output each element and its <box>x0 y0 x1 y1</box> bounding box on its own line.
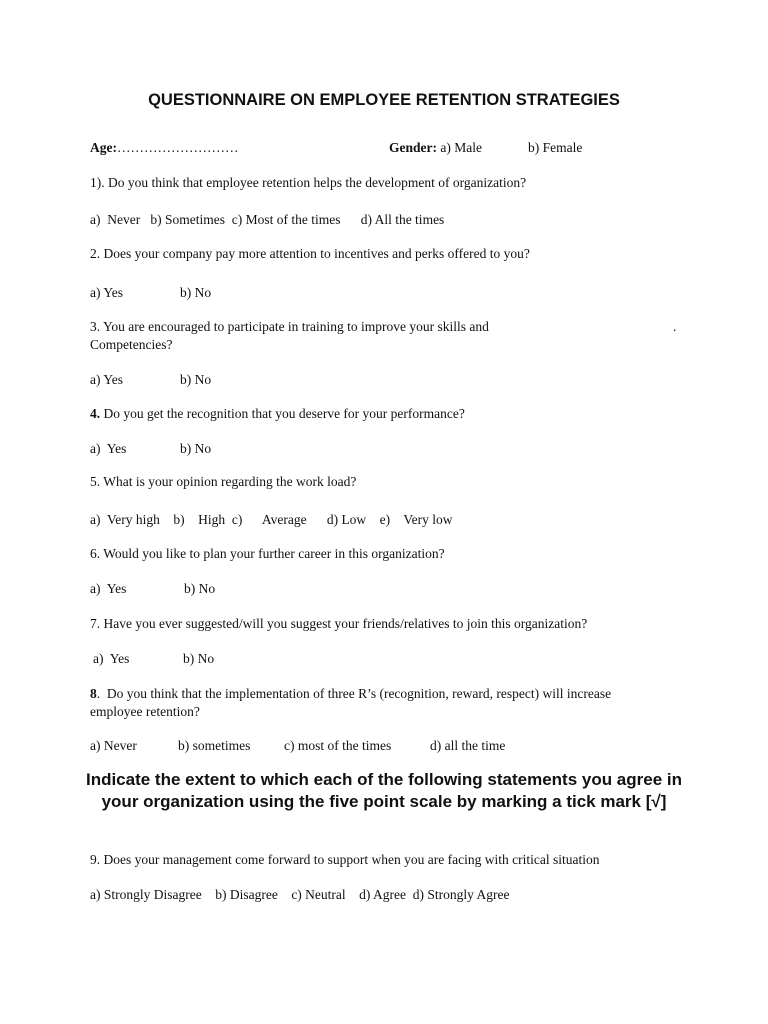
question-3-option-b: b) No <box>180 372 212 387</box>
page-title: QUESTIONNAIRE ON EMPLOYEE RETENTION STRATEGIES <box>148 91 620 109</box>
age-blank: ……………………… <box>117 140 239 155</box>
question-3-line-1: 3. You are encouraged to participate in training to improve your skills and <box>90 319 489 334</box>
question-4-option-a: a) Yes <box>90 441 127 456</box>
question-2-option-b: b) No <box>180 285 212 300</box>
question-5-options: a) Very high b) High c) Average d) Low e) Very low <box>90 512 453 527</box>
question-8-option-c: c) most of the times <box>284 738 392 753</box>
gender-field <box>389 140 482 156</box>
question-4-option-b: b) No <box>180 441 212 456</box>
question-8-option-d: d) all the time <box>430 738 506 753</box>
question-7-option-b: b) No <box>183 651 215 666</box>
question-8 <box>90 686 611 702</box>
question-1-options: a) Never b) Sometimes c) Most of the times d) All the times <box>90 212 445 227</box>
question-3-line-2: Competencies? <box>90 337 173 352</box>
question-9-options: a) Strongly Disagree b) Disagree c) Neutral d) Agree d) Strongly Agree <box>90 887 510 902</box>
question-1: 1). Do you think that employee retention helps the development of organization? <box>90 175 527 190</box>
gender-option-female: b) Female <box>528 140 583 155</box>
question-6: 6. Would you like to plan your further career in this organization? <box>90 546 445 561</box>
age-label: Age: <box>90 140 117 155</box>
question-7-option-a: a) Yes <box>93 651 130 666</box>
question-8-number: 8 <box>90 686 97 701</box>
question-8-option-a: a) Never <box>90 738 137 753</box>
question-3-dot: . <box>673 319 677 334</box>
age-field <box>90 140 239 156</box>
question-4 <box>90 406 465 422</box>
gender-label: Gender: <box>389 140 437 155</box>
question-6-option-a: a) Yes <box>90 581 127 596</box>
question-8-text: . Do you think that the implementation of three R’s (recognition, reward, respect) will increase <box>96 686 612 701</box>
question-5: 5. What is your opinion regarding the work load? <box>90 474 357 489</box>
question-6-option-b: b) No <box>184 581 216 596</box>
question-4-text: Do you get the recognition that you deserve for your performance? <box>100 406 465 421</box>
scale-instructions-heading: Indicate the extent to which each of the following statements you agree in your organization using the five point scale by marking a tick mark [√] <box>85 770 683 811</box>
question-3-option-a: a) Yes <box>90 372 124 387</box>
gender-option-male: a) Male <box>440 140 482 155</box>
question-2-option-a: a) Yes <box>90 285 124 300</box>
question-9: 9. Does your management come forward to support when you are facing with critical situation <box>90 852 600 867</box>
question-2: 2. Does your company pay more attention to incentives and perks offered to you? <box>90 246 530 261</box>
question-4-number: 4. <box>90 406 101 421</box>
question-7: 7. Have you ever suggested/will you suggest your friends/relatives to join this organization? <box>90 616 588 631</box>
question-8-line-2: employee retention? <box>90 704 200 719</box>
question-8-option-b: b) sometimes <box>178 738 251 753</box>
